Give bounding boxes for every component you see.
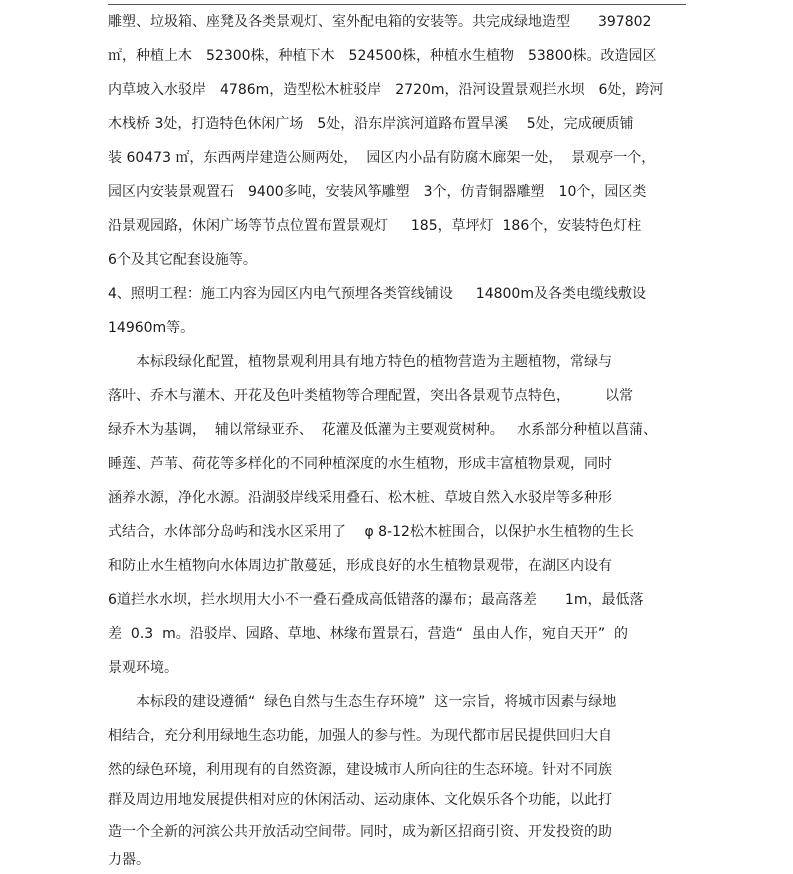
text-line: 内草坡入水驳岸 4786m，造型松木桩驳岸 2720m，沿河设置景观拦水坝 6处，跨河 <box>108 82 664 98</box>
text-line: 园区内安装景观置石 9400多吨，安装风筝雕塑 3个，仿青铜器雕塑 10个，园区类 <box>108 184 647 200</box>
text-line: 造一个全新的河滨公共开放活动空间带。同时，成为新区招商引资、开发投资的助 <box>108 824 612 840</box>
text-line: 景观环境。 <box>108 660 178 676</box>
text-line: 力器。 <box>108 852 150 868</box>
text-line: 式结合，水体部分岛屿和浅水区采用了 φ 8-12松木桩围合，以保护水生植物的生长 <box>108 524 634 540</box>
text-line: 相结合，充分利用绿地生态功能，加强人的参与性。为现代都市居民提供回归大自 <box>108 728 612 744</box>
text-line: 6道拦水水坝，拦水坝用大小不一叠石叠成高低错落的瀑布；最高落差 1m，最低落 <box>108 592 644 608</box>
paragraph-start-line: 本标段绿化配置，植物景观利用具有地方特色的植物营造为主题植物，常绿与 <box>136 354 612 370</box>
text-line: 4、照明工程：施工内容为园区内电气预埋各类管线铺设 14800m及各类电缆线敷设 <box>108 286 646 302</box>
text-line: 和防止水生植物向水体周边扩散蔓延，形成良好的水生植物景观带，在湖区内设有 <box>108 558 612 574</box>
text-line: 差 0.3 m。沿驳岸、园路、草地、林缘布置景石，营造“ 虽由人作，宛自天开” 的 <box>108 626 629 642</box>
text-line: 沿景观园路，休闲广场等节点位置布置景观灯 185，草坪灯 186个，安装特色灯柱 <box>108 218 642 234</box>
text-line: 6个及其它配套设施等。 <box>108 252 257 268</box>
text-line: 14960m等。 <box>108 320 195 336</box>
text-line: 群及周边用地发展提供相对应的休闲活动、运动康体、文化娱乐各个功能，以此打 <box>108 792 612 808</box>
text-line: 雕塑、垃圾箱、座凳及各类景观灯、室外配电箱的安装等。共完成绿地造型 397802 <box>108 14 652 30</box>
text-line: ㎡，种植上木 52300株，种植下木 524500株，种植水生植物 53800株。改造园区 <box>108 48 657 64</box>
text-line: 木栈桥 3处，打造特色休闲广场 5处，沿东岸滨河道路布置旱溪 5处，完成硬质铺 <box>108 116 634 132</box>
text-line: 然的绿色环境，利用现有的自然资源，建设城市人所向往的生态环境。针对不同族 <box>108 762 612 778</box>
text-line: 涵养水源，净化水源。沿湖驳岸线采用叠石、松木桩、草坡自然入水驳岸等多种形 <box>108 490 612 506</box>
text-line: 落叶、乔木与灌木、开花及色叶类植物等合理配置，突出各景观节点特色， 以常 <box>108 388 633 404</box>
text-line: 装 60473 ㎡，东西两岸建造公厕两处， 园区内小品有防腐木廊架一处， 景观亭一个， <box>108 150 656 166</box>
text-line: 绿乔木为基调， 辅以常绿亚乔、 花灌及低灌为主要观赏树种。 水系部分种植以菖蒲、 <box>108 422 658 438</box>
paragraph-start-line: 本标段的建设遵循“ 绿色自然与生态生存环境” 这一宗旨，将城市因素与绿地 <box>136 694 617 710</box>
text-line: 睡莲、芦苇、荷花等多样化的不同种植深度的水生植物，形成丰富植物景观，同时 <box>108 456 612 472</box>
